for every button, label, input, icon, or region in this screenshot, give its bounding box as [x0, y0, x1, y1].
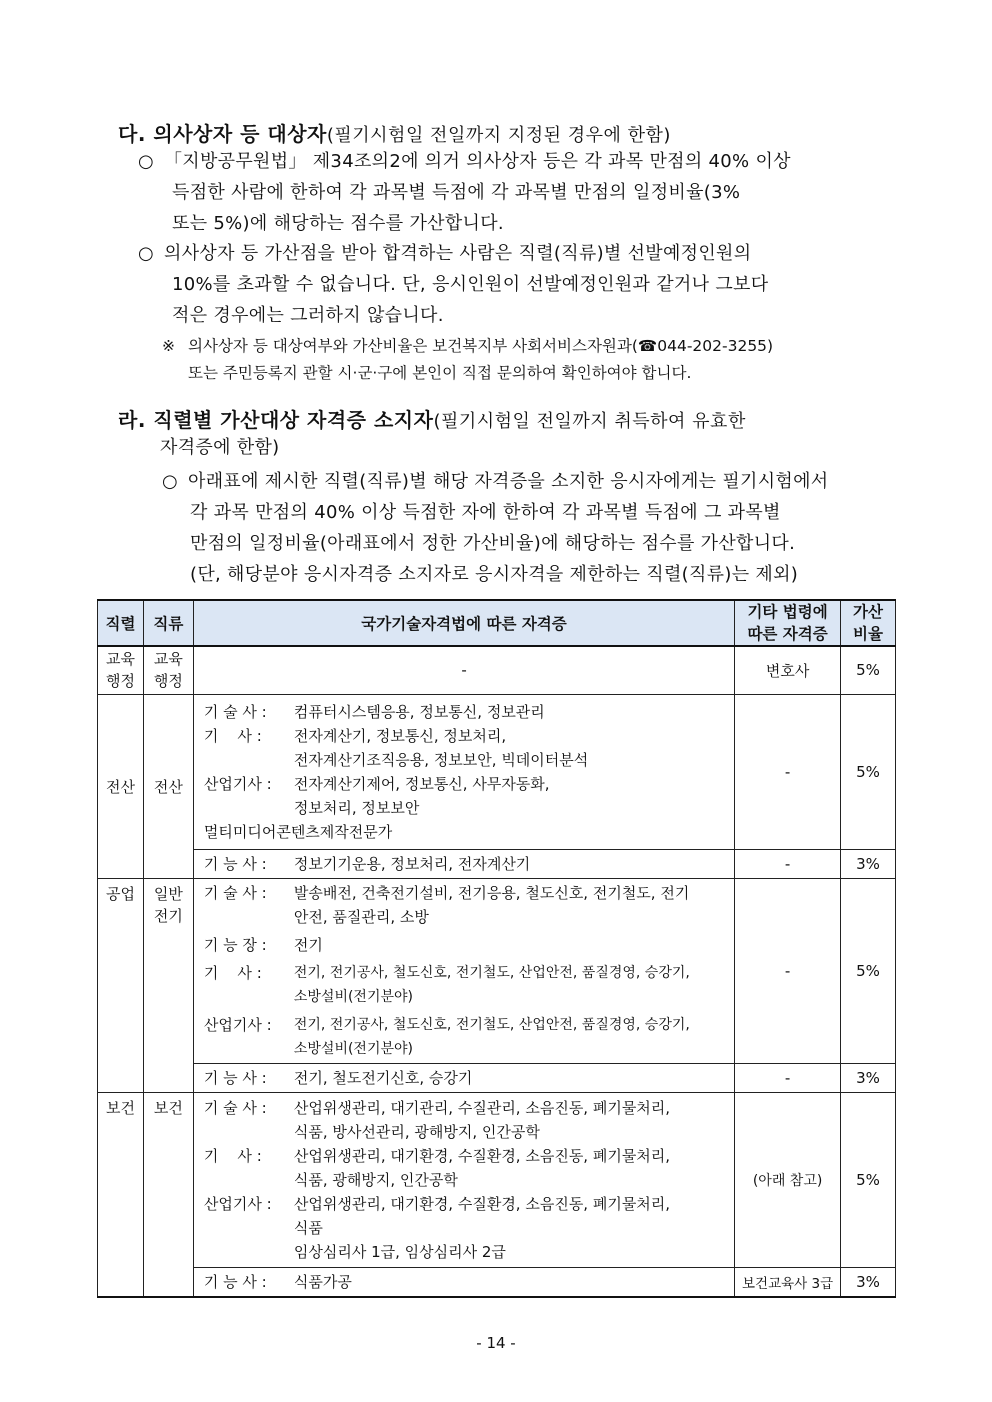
other-cell: - — [735, 878, 841, 1063]
series-cell: 보건 — [98, 1092, 144, 1297]
national-cell: - — [193, 646, 734, 694]
other-cell: - — [735, 1063, 841, 1092]
class-cell: 일반 전기 — [143, 878, 193, 1092]
rate-cell: 5% — [841, 1092, 896, 1267]
national-cell: 기 능 사 : 식품가공 — [193, 1267, 734, 1297]
section-ra-item: ○ 아래표에 제시한 직렬(직류)별 해당 자격증을 소지한 응시자에게는 필기시험에서 각 과목 만점의 40% 이상 득점한 자에 한하여 각 과목별 득점에 그 과목별 만점의 일정비율(아래표에서 정한 가산비율)에 해당하는 점수를 가산합니다. (단, 해당분야 응시자격증 소지자로 응시자격을 제한하는 직렬(직류)는 제외) — [162, 471, 829, 585]
rate-cell: 3% — [841, 1063, 896, 1092]
table-row — [98, 849, 896, 878]
national-cell: 기 능 사 : 전기, 철도전기신호, 승강기 — [193, 1063, 734, 1092]
national-cell: 기 술 사 : 산업위생관리, 대기관리, 수질관리, 소음진동, 폐기물처리, 식품, 방사선관리, 광해방지, 인간공학 기 사 : 산업위생관리, 대기환경, 수질환경, 소음진동, 폐기물처리, 식품, 광해방지, 인간공학 산업기사 : 산업위생관리, 대기환경, 수질환경, 소음진동, 폐기물처리, 식품 임상심리사 1급, 임상심리사 2급 — [193, 1092, 734, 1267]
section-da-title: 다. 의사상자 등 대상자(필기시험일 전일까지 지정된 경우에 한함) — [118, 122, 671, 146]
national-cell: 기 술 사 : 발송배전, 건축전기설비, 전기응용, 철도신호, 전기철도, 전기 안전, 품질관리, 소방 기 능 장 : 전기 기 사 : 전기, 전기공사, 철도신호, 전기철도, 산업안전, 품질경영, 승강기, 소방설비(전기분야) 산업기사 : 전기, 전기공사, 철도신호, 전기철도, 산업안전, 품질경영, 승강기, 소방설비(전기분야) — [193, 878, 734, 1063]
rate-cell: 3% — [841, 1267, 896, 1297]
national-cell: 기 술 사 : 컴퓨터시스템응용, 정보통신, 정보관리 기 사 : 전자계산기, 정보통신, 정보처리, 전자계산기조직응용, 정보보안, 빅데이터분석 산업기사 : 전자계산기제어, 정보통신, 사무자동화, 정보처리, 정보보안 멀티미디어콘텐츠제작전문가 — [193, 694, 734, 849]
class-cell: 보건 — [143, 1092, 193, 1297]
rate-cell: 5% — [841, 878, 896, 1063]
series-cell: 교육 행정 — [98, 646, 144, 694]
national-cell: 기 능 사 : 정보기기운용, 정보처리, 전자계산기 — [193, 849, 734, 878]
header-class: 직류 — [143, 600, 193, 646]
other-cell: 변호사 — [735, 646, 841, 694]
other-cell: - — [735, 694, 841, 849]
table-row — [98, 1267, 896, 1297]
series-cell: 전산 — [98, 694, 144, 878]
class-cell: 교육 행정 — [143, 646, 193, 694]
section-da-note: ※ 의사상자 등 대상여부와 가산비율은 보건복지부 사회서비스자원과(☎044-202-3255) 또는 주민등록지 관할 시·군·구에 본인이 직접 문의하여 확인하여야 합니다. — [162, 337, 774, 382]
header-series: 직렬 — [98, 600, 144, 646]
rate-cell: 5% — [841, 646, 896, 694]
rate-cell: 3% — [841, 849, 896, 878]
qualification-table — [97, 599, 896, 1298]
table-row — [98, 694, 896, 849]
other-cell: 보건교육사 3급 — [735, 1267, 841, 1297]
other-cell: (아래 참고) — [735, 1092, 841, 1267]
class-cell: 전산 — [143, 694, 193, 878]
header-rate: 가산 비율 — [841, 600, 896, 646]
header-national: 국가기술자격법에 따른 자격증 — [193, 600, 734, 646]
table-row — [98, 646, 896, 694]
section-ra-title-line2: 자격증에 한함) — [160, 437, 280, 458]
table-row — [98, 1092, 896, 1267]
section-ra-title: 라. 직렬별 가산대상 자격증 소지자(필기시험일 전일까지 취득하여 유효한 — [118, 408, 746, 432]
table-row — [98, 1063, 896, 1092]
table-row — [98, 878, 896, 1063]
rate-cell: 5% — [841, 694, 896, 849]
header-other: 기타 법령에 따른 자격증 — [735, 600, 841, 646]
other-cell: - — [735, 849, 841, 878]
page-number: - 14 - — [476, 1334, 516, 1352]
section-da-item-2: ○ 의사상자 등 가산점을 받아 합격하는 사람은 직렬(직류)별 선발예정인원의 10%를 초과할 수 없습니다. 단, 응시인원이 선발예정인원과 같거나 그보다 적은 경우에는 그러하지 않습니다. — [138, 243, 769, 326]
section-da-item-1: ○ 「지방공무원법」 제34조의2에 의거 의사상자 등은 각 과목 만점의 40% 이상 득점한 사람에 한하여 각 과목별 득점에 각 과목별 만점의 일정비율(3% 또는 5%)에 해당하는 점수를 가산합니다. — [138, 151, 791, 234]
series-cell: 공업 — [98, 878, 144, 1092]
